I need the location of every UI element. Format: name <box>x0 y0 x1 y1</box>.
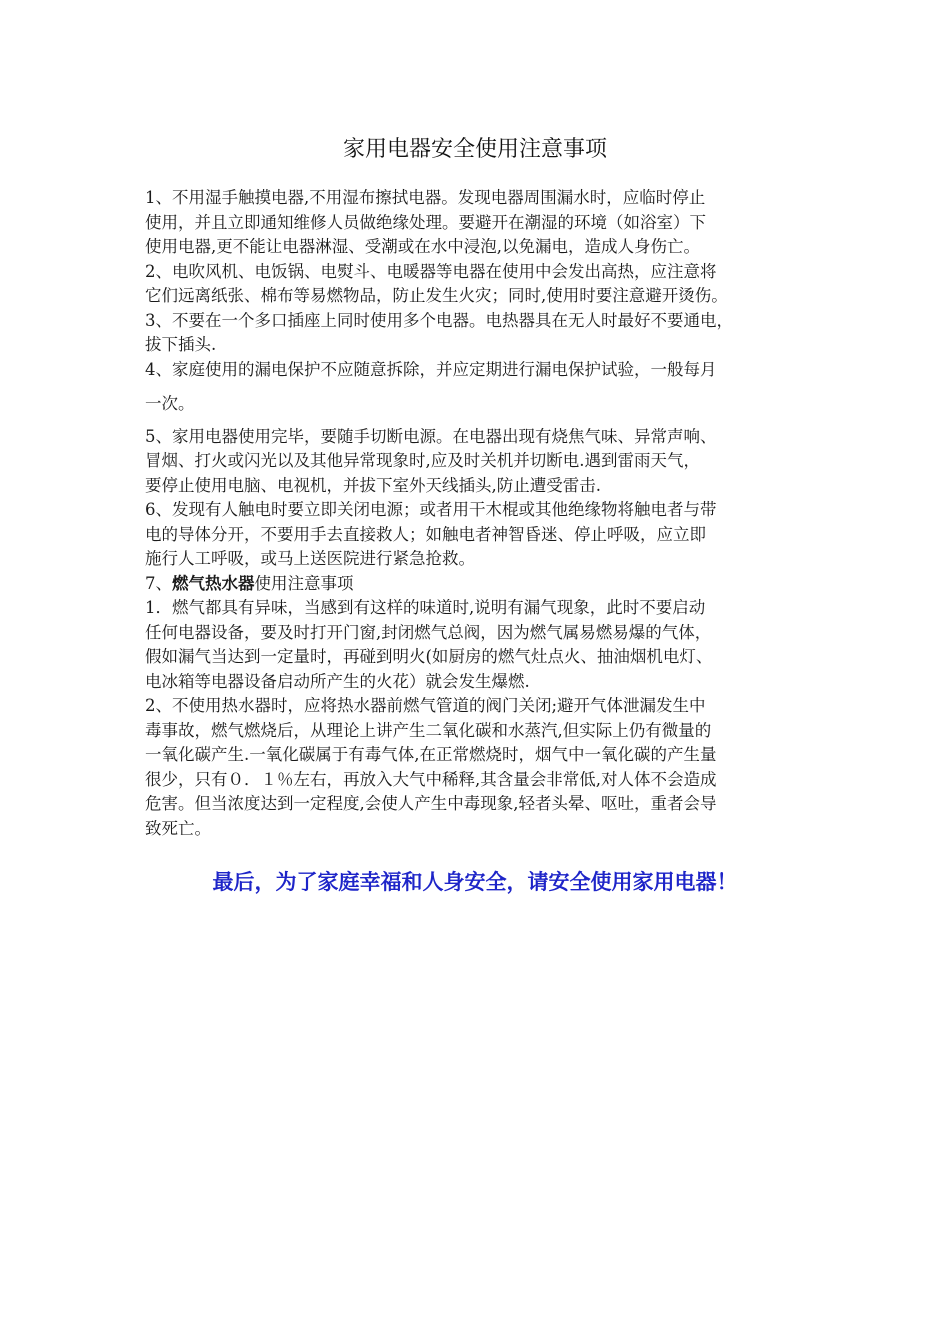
closing-statement: 最后，为了家庭幸福和人身安全，请安全使用家用电器！ <box>212 869 738 894</box>
item-7-bold-term: 燃气热水器 <box>172 573 255 593</box>
sub-1-line-3: 假如漏气当达到一定量时，再碰到明火(如厨房的燃气灶点火、抽油烟机电灯、 <box>145 647 713 666</box>
item-3-line-2: 拔下插头. <box>145 335 217 354</box>
sub-2-line-3: 一氧化碳产生.一氧化碳属于有毒气体,在正常燃烧时，烟气中一氧化碳的产生量 <box>145 745 717 764</box>
item-4-line-2: 一次。 <box>145 394 195 413</box>
item-1-line-3: 使用电器,更不能让电器淋湿、受潮或在水中浸泡,以免漏电，造成人身伤亡。 <box>145 237 700 256</box>
item-1-line-1: 1、不用湿手触摸电器,不用湿布擦拭电器。发现电器周围漏水时，应临时停止 <box>145 188 706 207</box>
spacer <box>145 382 825 392</box>
item-7-prefix: 7、 <box>145 573 172 593</box>
item-5-line-3: 要停止使用电脑、电视机，并拔下室外天线插头,防止遭受雷击. <box>145 475 601 495</box>
spacer <box>145 417 825 425</box>
item-7-heading <box>145 572 825 597</box>
sub-1-line-2: 任何电器设备，要及时打开门窗,封闭燃气总阀，因为燃气属易燃易爆的气体， <box>145 622 712 642</box>
item-6-line-1: 6、发现有人触电时要立即关闭电源；或者用干木棍或其他绝缘物将触电者与带 <box>145 500 717 519</box>
sub-1-line-4: 电冰箱等电器设备启动所产生的火花）就会发生爆燃. <box>145 671 530 691</box>
item-6-line-2: 电的导体分开，不要用手去直接救人；如触电者神智昏迷、停止呼吸，应立即 <box>145 524 706 544</box>
item-4-line-1: 4、家庭使用的漏电保护不应随意拆除，并应定期进行漏电保护试验，一般每月 <box>145 359 717 379</box>
sub-2-line-1: 2、不使用热水器时，应将热水器前燃气管道的阀门关闭;避开气体泄漏发生中 <box>145 696 706 715</box>
sub-1-line-1: 1．燃气都具有异味，当感到有这样的味道时,说明有漏气现象，此时不要启动 <box>145 598 706 617</box>
page-title: 家用电器安全使用注意事项 <box>342 137 607 162</box>
document-body <box>145 186 825 841</box>
item-5-line-2: 冒烟、打火或闪光以及其他异常现象时,应及时关机并切断电.遇到雷雨天气， <box>145 451 700 470</box>
sub-2-line-2: 毒事故，燃气燃烧后，从理论上讲产生二氧化碳和水蒸汽,但实际上仍有微量的 <box>145 720 712 740</box>
item-1-line-2: 使用，并且立即通知维修人员做绝缘处理。要避开在潮湿的环境（如浴室）下 <box>145 212 706 232</box>
sub-2-line-4: 很少，只有０．１％左右，再放入大气中稀释,其含量会非常低,对人体不会造成 <box>145 769 717 789</box>
item-7-suffix: 使用注意事项 <box>254 573 354 593</box>
item-2-line-1: 2、电吹风机、电饭锅、电熨斗、电暖器等电器在使用中会发出高热，应注意将 <box>145 261 717 281</box>
item-2-line-2: 它们远离纸张、棉布等易燃物品，防止发生火灾；同时,使用时要注意避开烫伤。 <box>145 286 728 305</box>
sub-2-line-5: 危害。但当浓度达到一定程度,会使人产生中毒现象,轻者头晕、呕吐，重者会导 <box>145 794 717 813</box>
item-3-line-1: 3、不要在一个多口插座上同时使用多个电器。电热器具在无人时最好不要通电， <box>145 310 733 330</box>
item-6-line-3: 施行人工呼吸，或马上送医院进行紧急抢救。 <box>145 549 475 568</box>
item-5-line-1: 5、家用电器使用完毕，要随手切断电源。在电器出现有烧焦气味、异常声响、 <box>145 426 717 446</box>
sub-2-line-6: 致死亡。 <box>145 818 211 838</box>
